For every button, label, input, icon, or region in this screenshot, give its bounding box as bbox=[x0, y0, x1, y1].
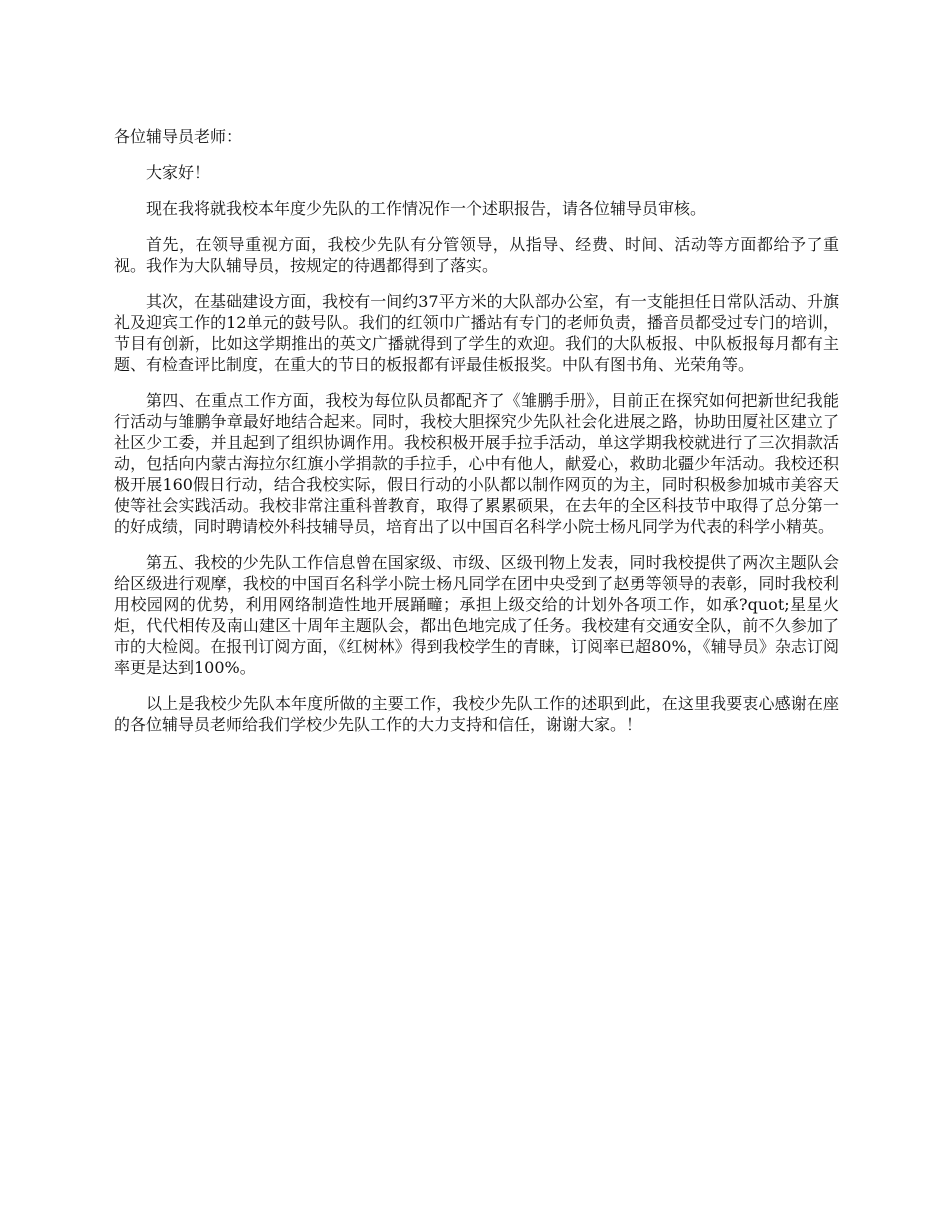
salutation: 各位辅导员老师： bbox=[114, 127, 243, 146]
paragraph-leadership: 首先，在领导重视方面，我校少先队有分管领导，从指导、经费、时间、活动等方面都给予了重视。我作为大队辅导员，按规定的待遇都得到了落实。 bbox=[114, 235, 839, 275]
paragraph-intro: 现在我将就我校本年度少先队的工作情况作一个述职报告，请各位辅导员审核。 bbox=[146, 199, 707, 218]
paragraph-achievements: 第五、我校的少先队工作信息曾在国家级、市级、区级刊物上发表，同时我校提供了两次主题队会给区级进行观摩，我校的中国百名科学小院士杨凡同学在团中央受到了赵勇等领导的表彰，同时我校利用校园网的优势，利用网络制造性地开展踊疃；承担上级交给的计划外各项工作，如承?quot;星星火炬，代代相传及南山建区十周年主题队会，都出色地完成了任务。我校建有交通安全队，前不久参加了市的大检阅。在报刊订阅方面，《红树林》得到我校学生的青睐，订阅率已超80%，《辅导员》杂志订阅率更是达到100%。 bbox=[114, 553, 839, 677]
document-body bbox=[114, 126, 839, 750]
paragraph-closing: 以上是我校少先队本年度所做的主要工作，我校少先队工作的述职到此，在这里我要衷心感谢在座的各位辅导员老师给我们学校少先队工作的大力支持和信任，谢谢大家。！ bbox=[114, 694, 839, 734]
paragraph-infrastructure: 其次，在基础建设方面，我校有一间约37平方米的大队部办公室，有一支能担任日常队活动、升旗礼及迎宾工作的12单元的鼓号队。我们的红领巾广播站有专门的老师负责，播音员都受过专门的培训，节目有创新，比如这学期推出的英文广播就得到了学生的欢迎。我们的大队板报、中队板报每月都有主题、有检查评比制度，在重大的节日的板报都有评最佳板报奖。中队有图书角、光荣角等。 bbox=[114, 292, 839, 374]
paragraph-greeting: 大家好！ bbox=[146, 163, 211, 182]
paragraph-key-work: 第四、在重点工作方面，我校为每位队员都配齐了《雏鹏手册》，目前正在探究如何把新世纪我能行活动与雏鹏争章最好地结合起来。同时，我校大胆探究少先队社会化进展之路，协助田厦社区建立了社区少工委，并且起到了组织协调作用。我校积极开展手拉手活动，单这学期我校就进行了三次捐款活动，包括向内蒙古海拉尔红旗小学捐款的手拉手，心中有他人，献爱心，救助北疆少年活动。我校还积极开展160假日行动，结合我校实际，假日行动的小队都以制作网页的为主，同时积极参加城市美容天使等社会实践活动。我校非常注重科普教育，取得了累累硕果，在去年的全区科技节中取得了总分第一的好成绩，同时聘请校外科技辅导员，培育出了以中国百名科学小院士杨凡同学为代表的科学小精英。 bbox=[114, 391, 839, 536]
